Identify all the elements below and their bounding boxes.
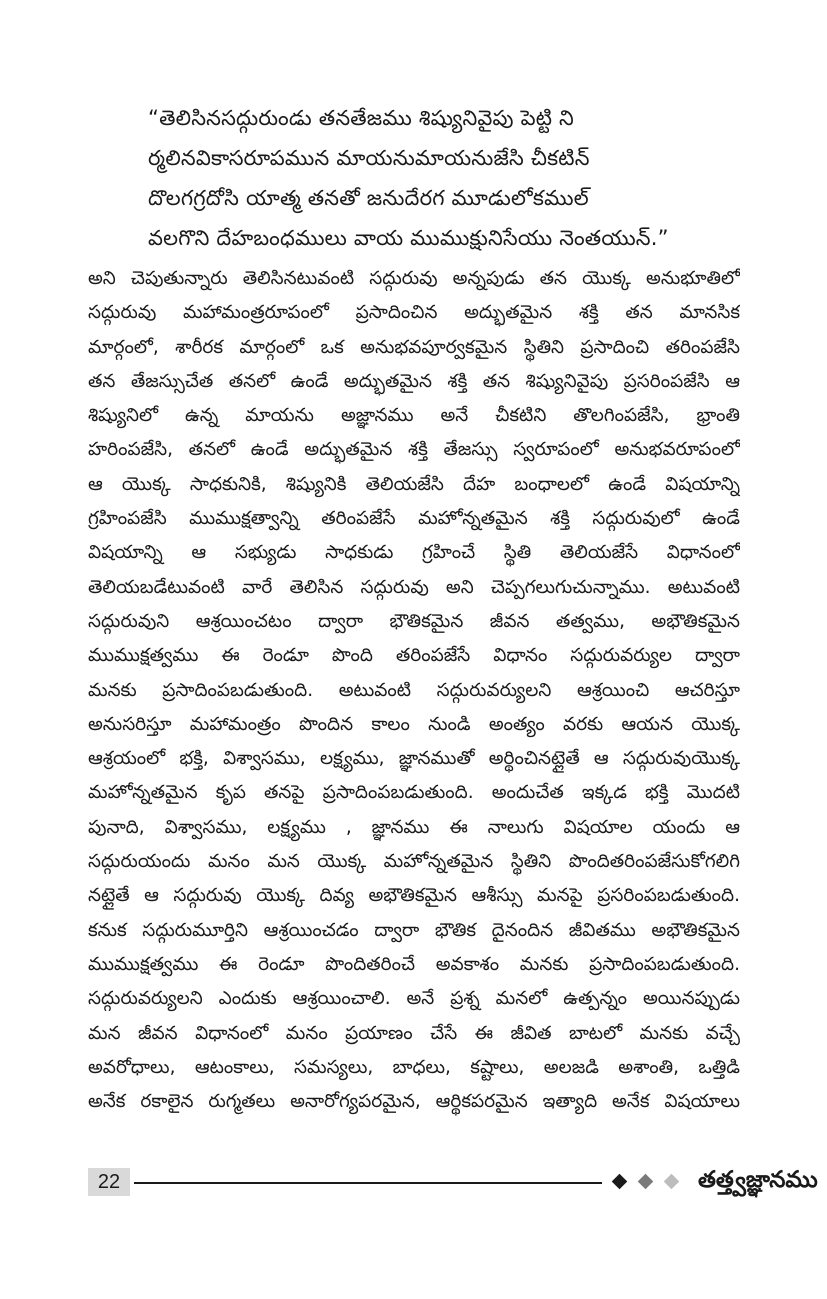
body-line: సద్గురువర్యులని ఎందుకు ఆశ్రయించాలి. అనే ప్రశ్న మనలో ఉత్పన్నం అయినప్పుడు bbox=[88, 988, 740, 1010]
page-number: 22 bbox=[88, 1168, 130, 1196]
verse-line: దొలగగ్రదోసి యాత్మ తనతో జనుదేరగ మూడులోకముల్ bbox=[148, 186, 589, 210]
diamond-icon bbox=[612, 1174, 628, 1190]
body-line: గ్రహింపజేసి ముముక్షత్వాన్ని తరింపజేసే మహోన్నతమైన శక్తి సద్గురువులో ఉండే bbox=[88, 508, 740, 530]
diamond-ornament bbox=[610, 1174, 690, 1192]
body-line: శిష్యునిలో ఉన్న మాయను అజ్ఞానము అనే చీకటిని తొలగింపజేసి, భ్రాంతి bbox=[88, 405, 740, 427]
body-line: ఆశ్రయంలో భక్తి, విశ్వాసము, లక్ష్యము, జ్ఞానముతో అర్థించినట్లైతే ఆ సద్గురువుయొక్క bbox=[88, 748, 740, 770]
body-line: ముముక్షత్వము ఈ రెండూ పొందితరించే అవకాశం మనకు ప్రసాదింపబడుతుంది. bbox=[88, 953, 740, 975]
book-title: తత్త్వజ్ఞానము bbox=[698, 1167, 818, 1193]
body-line: అని చెపుతున్నారు తెలిసినటువంటి సద్గురువు అన్నపుడు తన యొక్క అనుభూతిలో bbox=[88, 268, 740, 289]
body-line: కనుక సద్గురుమూర్తిని ఆశ్రయించడం ద్వారా భౌతిక దైనందిన జీవితము అభౌతికమైన bbox=[88, 919, 740, 941]
body-line: సద్గురువు మహామంత్రరూపంలో ప్రసాదించిన అద్భుతమైన శక్తి తన మానసిక bbox=[88, 302, 740, 324]
body-line: మహోన్నతమైన కృప తనపై ప్రసాదింపబడుతుంది. అందుచేత ఇక్కడ భక్తి మొదటి bbox=[88, 782, 740, 804]
body-line: మన జీవన విధానంలో మనం ప్రయాణం చేసే ఈ జీవిత బాటలో మనకు వచ్చే bbox=[88, 1022, 740, 1044]
body-line: సద్గురువుని ఆశ్రయించటం ద్వారా భౌతికమైన జీవన తత్వము, అభౌతికమైన bbox=[88, 610, 740, 632]
verse-line: వలగొని దేహబంధములు వాయ ముముక్షునిసేయు నెంతయున్.” bbox=[148, 226, 669, 250]
body-line: అనేక రకాలైన రుగ్మతలు అనారోగ్యపరమైన, ఆర్థికపరమైన ఇత్యాది అనేక విషయాలు bbox=[88, 1091, 740, 1113]
verse-block bbox=[148, 98, 748, 258]
body-line: ఆ యొక్క సాధకునికి, శిష్యునికి తెలియజేసి దేహ బంధాలలో ఉండే విషయాన్ని bbox=[88, 473, 740, 495]
page-footer bbox=[88, 1167, 818, 1198]
body-line: నట్లైతే ఆ సద్గురువు యొక్క దివ్య అభౌతికమైన ఆశీస్సు మనపై ప్రసరింపబడుతుంది. bbox=[88, 885, 740, 907]
body-line: పునాది, విశ్వాసము, లక్ష్యము , జ్ఞానము ఈ నాలుగు విషయాల యందు ఆ bbox=[88, 816, 740, 838]
diamond-icon bbox=[638, 1174, 654, 1190]
body-line: విషయాన్ని ఆ సభ్యుడు సాధకుడు గ్రహించే స్థితి తెలియజేసే విధానంలో bbox=[88, 542, 740, 564]
body-line: తెలియబడేటువంటి వారే తెలిసిన సద్గురువు అని చెప్పగలుగుచున్నాము. అటువంటి bbox=[88, 576, 740, 598]
body-line: హరింపజేసి, తనలో ఉండే అద్భుతమైన శక్తి తేజస్సు స్వరూపంలో అనుభవరూపంలో bbox=[88, 439, 740, 461]
body-line: అనుసరిస్తూ మహామంత్రం పొందిన కాలం నుండి అంత్యం వరకు ఆయన యొక్క bbox=[88, 713, 740, 735]
footer-divider bbox=[134, 1182, 602, 1184]
verse-line: “తెలిసినసద్గురుండు తనతేజము శిష్యునివైపు పెట్టి ని bbox=[148, 106, 574, 130]
diamond-icon bbox=[664, 1174, 680, 1190]
body-line: ముముక్షత్వము ఈ రెండూ పొంది తరింపజేసే విధానం సద్గురువర్యుల ద్వారా bbox=[88, 645, 740, 667]
body-line: మార్గంలో, శారీరక మార్గంలో ఒక అనుభవపూర్వకమైన స్థితిని ప్రసాదించి తరింపజేసి bbox=[88, 336, 740, 358]
verse-line: ర్మలినవికాసరూపమున మాయనుమాయనుజేసి చీకటిన్ bbox=[148, 146, 590, 170]
body-paragraph bbox=[88, 262, 740, 1119]
body-line: మనకు ప్రసాదింపబడుతుంది. అటువంటి సద్గురువర్యులని ఆశ్రయించి ఆచరిస్తూ bbox=[88, 679, 740, 701]
body-line: అవరోధాలు, ఆటంకాలు, సమస్యలు, బాధలు, కష్టాలు, అలజడి అశాంతి, ఒత్తిడి bbox=[88, 1056, 740, 1078]
body-line: తన తేజస్సుచేత తనలో ఉండే అద్భుతమైన శక్తి తన శిష్యునివైపు ప్రసరింపజేసి ఆ bbox=[88, 370, 740, 392]
body-line: సద్గురుయందు మనం మన యొక్క మహోన్నతమైన స్థితిని పొందితరింపజేసుకోగలిగి bbox=[88, 851, 740, 873]
